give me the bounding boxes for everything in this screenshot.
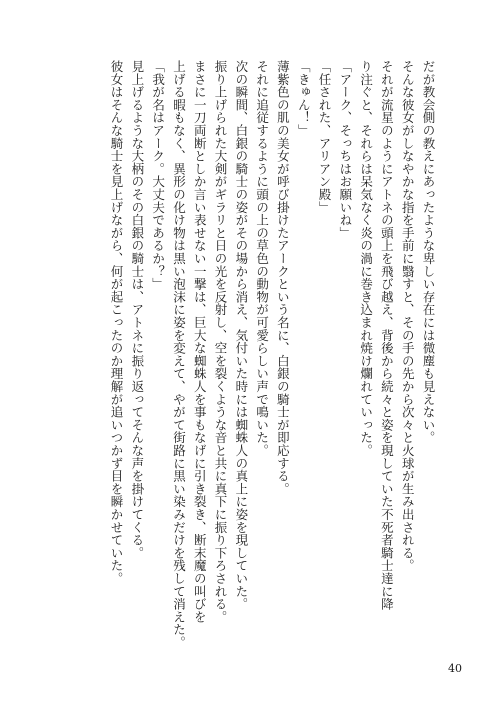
text-line: 「任された、アリアン殿」	[317, 60, 333, 214]
text-line: 「きゅん！」	[296, 60, 312, 137]
text-line: それに追従するように頭の上の草色の動物が可愛らしい声で鳴いた。	[254, 60, 270, 457]
page-number: 40	[448, 662, 462, 675]
text-line: 見上げるような大柄のその白銀の騎士は、アトネに振り返ってそんな声を掛けてくる。	[129, 60, 145, 560]
text-line: 「我が名はアーク。大丈夫であるか？」	[150, 60, 166, 291]
text-line: だが教会側の教えにあったような卑しい存在には微塵も見えない。	[421, 60, 436, 444]
text-line: そんな彼女がしなやかな指を手前に翳すと、その手の先から次々と火球が生み出される。	[400, 60, 416, 572]
text-line: り注ぐと、それらは呆気なく炎の渦に巻き込まれ焼け爛れていった。	[358, 60, 374, 457]
body-text	[105, 60, 438, 649]
text-line: 彼女はそんな騎士を見上げながら、何が起こったのか理解が追いつかず目を瞬かせていた。	[109, 60, 125, 585]
text-line: 薄紫色の肌の美女が呼び掛けたアークという名に、白銀の騎士が即応する。	[275, 60, 291, 496]
text-line: それが流星のようにアトネの頭上を飛び越え、背後から続々と姿を現していた不死者騎士達に降	[379, 60, 395, 611]
text-line: 「アーク、そっちはお願いね」	[337, 60, 353, 240]
text-line: まさに一刀両断としか言い表せない一撃は、巨大な蜘蛛人を事もなげに引き裂き、断末魔の叫びを	[192, 60, 208, 624]
text-line: 次の瞬間、白銀の騎士の姿がその場から消え、気付いた時には蜘蛛人の真上に姿を現していた。	[233, 60, 249, 611]
text-line: 上げる暇もなく、異形の化け物は黒い泡沫に姿を変えて、やがて街路に黒い染みだけを残して消えた。	[171, 60, 187, 649]
text-line: 振り上げられた大剣がギラリと日の光を反射し、空を裂くような音と共に真下に振り下ろされる。	[213, 60, 229, 624]
